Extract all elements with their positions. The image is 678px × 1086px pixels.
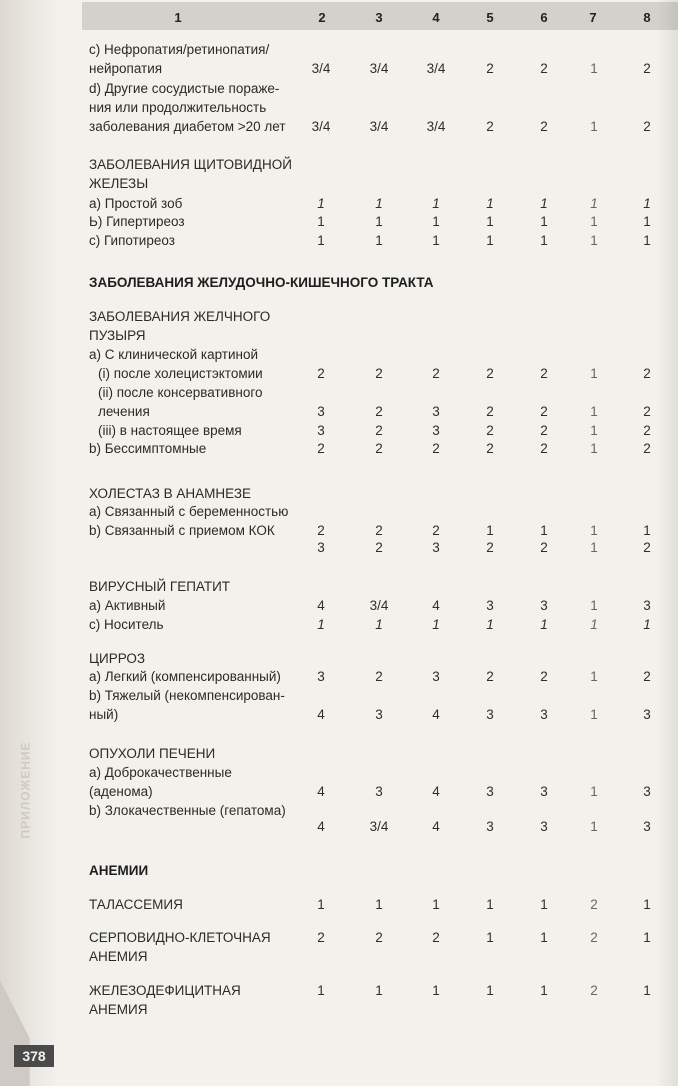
cell-col-4: 2 xyxy=(432,930,440,945)
row-label: c) Носитель xyxy=(89,617,164,632)
row-label: a) Доброкачественные xyxy=(89,765,232,780)
row-label: ОПУХОЛИ ПЕЧЕНИ xyxy=(89,746,216,761)
row-label: ЖЕЛЕЗЫ xyxy=(89,176,149,191)
row-label: СЕРПОВИДНО-КЛЕТОЧНАЯ xyxy=(89,930,271,945)
header-col-6: 6 xyxy=(540,10,548,25)
cell-col-2: 4 xyxy=(317,598,325,613)
cell-col-4: 3 xyxy=(432,423,440,438)
row-label: b) Тяжелый (некомпенсирован- xyxy=(89,688,285,703)
row-label: a) Связанный с беременностью xyxy=(89,504,289,519)
header-col-1: 1 xyxy=(174,10,182,25)
cell-col-3: 2 xyxy=(375,669,383,684)
cell-col-5: 1 xyxy=(486,983,494,998)
row-label: ЗАБОЛЕВАНИЯ ЩИТОВИДНОЙ xyxy=(89,157,292,172)
cell-col-6: 2 xyxy=(540,404,548,419)
cell-col-5: 1 xyxy=(486,617,494,632)
cell-col-2: 1 xyxy=(317,617,325,632)
cell-col-2: 4 xyxy=(317,819,325,834)
cell-col-8: 2 xyxy=(643,119,651,134)
row-label: ния или продолжительность xyxy=(89,100,267,115)
cell-col-3: 2 xyxy=(375,523,383,538)
row-label: ЖЕЛЕЗОДЕФИЦИТНАЯ xyxy=(89,983,241,998)
cell-col-5: 2 xyxy=(486,669,494,684)
cell-col-7: 1 xyxy=(590,366,598,381)
cell-col-8: 1 xyxy=(643,983,651,998)
row-label: c) Нефропатия/ретинопатия/ xyxy=(89,42,270,57)
cell-col-5: 1 xyxy=(486,897,494,912)
cell-col-8: 3 xyxy=(643,819,651,834)
cell-col-2: 1 xyxy=(317,897,325,912)
cell-col-7: 1 xyxy=(590,598,598,613)
cell-col-6: 2 xyxy=(540,119,548,134)
row-label: (i) после холецистэктомии xyxy=(98,366,263,381)
margin-section-label xyxy=(10,720,40,860)
row-label: a) Легкий (компенсированный) xyxy=(89,669,281,684)
cell-col-8: 1 xyxy=(643,233,651,248)
row-label: ТАЛАССЕМИЯ xyxy=(89,897,183,912)
cell-col-3: 3/4 xyxy=(369,819,389,834)
cell-col-7: 2 xyxy=(590,983,598,998)
cell-col-3: 3/4 xyxy=(369,61,389,76)
cell-col-2: 3 xyxy=(317,669,325,684)
margin-label-text: ПРИЛОЖЕНИЕ xyxy=(18,741,32,839)
cell-col-5: 1 xyxy=(486,214,494,229)
cell-col-4: 1 xyxy=(432,617,440,632)
cell-col-4: 1 xyxy=(432,233,440,248)
cell-col-3: 1 xyxy=(375,897,383,912)
row-label: нейропатия xyxy=(89,61,163,76)
cell-col-2: 3/4 xyxy=(311,61,331,76)
cell-col-7: 1 xyxy=(590,61,598,76)
row-label: c) Гипотиреоз xyxy=(89,233,175,248)
cell-col-3: 1 xyxy=(375,617,383,632)
row-label: d) Другие сосудистые пораже- xyxy=(89,81,280,96)
cell-col-5: 2 xyxy=(486,540,494,555)
cell-col-5: 1 xyxy=(486,233,494,248)
cell-col-8: 1 xyxy=(643,930,651,945)
cell-col-2: 1 xyxy=(317,196,325,211)
cell-col-2: 2 xyxy=(317,930,325,945)
cell-col-6: 2 xyxy=(540,423,548,438)
cell-col-7: 1 xyxy=(590,214,598,229)
cell-col-4: 3/4 xyxy=(426,61,446,76)
row-label: ный) xyxy=(89,707,119,722)
cell-col-4: 1 xyxy=(432,983,440,998)
cell-col-7: 1 xyxy=(590,233,598,248)
cell-col-3: 1 xyxy=(375,214,383,229)
cell-col-7: 1 xyxy=(590,784,598,799)
cell-col-3: 1 xyxy=(375,983,383,998)
row-label: Ь) Гипертиреоз xyxy=(89,214,185,229)
cell-col-8: 2 xyxy=(643,366,651,381)
cell-col-7: 1 xyxy=(590,404,598,419)
cell-col-7: 1 xyxy=(590,423,598,438)
header-col-3: 3 xyxy=(375,10,383,25)
cell-col-5: 2 xyxy=(486,404,494,419)
section-heading: АНЕМИИ xyxy=(89,863,149,878)
cell-col-5: 2 xyxy=(486,441,494,456)
cell-col-8: 1 xyxy=(643,523,651,538)
cell-col-3: 2 xyxy=(375,930,383,945)
cell-col-5: 2 xyxy=(486,423,494,438)
cell-col-3: 3/4 xyxy=(369,598,389,613)
row-label: b) Связанный с приемом КОК xyxy=(89,523,275,538)
cell-col-7: 2 xyxy=(590,897,598,912)
cell-col-5: 3 xyxy=(486,819,494,834)
cell-col-2: 2 xyxy=(317,523,325,538)
cell-col-6: 1 xyxy=(540,930,548,945)
row-label: (аденома) xyxy=(89,784,153,799)
cell-col-8: 1 xyxy=(643,214,651,229)
cell-col-6: 3 xyxy=(540,598,548,613)
cell-col-3: 1 xyxy=(375,233,383,248)
row-label: a) Простой зоб xyxy=(89,196,183,211)
cell-col-8: 2 xyxy=(643,540,651,555)
cell-col-5: 2 xyxy=(486,119,494,134)
cell-col-6: 2 xyxy=(540,366,548,381)
row-label: b) Бессимптомные xyxy=(89,441,207,456)
cell-col-7: 1 xyxy=(590,707,598,722)
cell-col-5: 1 xyxy=(486,930,494,945)
cell-col-5: 1 xyxy=(486,196,494,211)
header-col-7: 7 xyxy=(589,10,597,25)
page-left-margin xyxy=(0,0,54,1086)
row-label: АНЕМИЯ xyxy=(89,949,148,964)
cell-col-6: 1 xyxy=(540,214,548,229)
row-label: ЗАБОЛЕВАНИЯ ЖЕЛЧНОГО xyxy=(89,309,271,324)
cell-col-2: 3 xyxy=(317,540,325,555)
cell-col-7: 1 xyxy=(590,617,598,632)
cell-col-5: 3 xyxy=(486,598,494,613)
cell-col-7: 1 xyxy=(590,669,598,684)
cell-col-2: 1 xyxy=(317,233,325,248)
cell-col-3: 1 xyxy=(375,196,383,211)
row-label: ПУЗЫРЯ xyxy=(89,328,146,343)
cell-col-5: 3 xyxy=(486,707,494,722)
cell-col-8: 2 xyxy=(643,669,651,684)
cell-col-4: 4 xyxy=(432,598,440,613)
header-col-5: 5 xyxy=(486,10,494,25)
row-label: лечения xyxy=(98,404,150,419)
cell-col-6: 1 xyxy=(540,523,548,538)
cell-col-7: 1 xyxy=(590,119,598,134)
row-label: a) С клинической картиной xyxy=(89,347,259,362)
cell-col-2: 4 xyxy=(317,707,325,722)
cell-col-8: 1 xyxy=(643,617,651,632)
cell-col-2: 1 xyxy=(317,983,325,998)
cell-col-3: 2 xyxy=(375,404,383,419)
table-header xyxy=(82,2,678,30)
row-label: b) Злокачественные (гепатома) xyxy=(89,803,286,818)
cell-col-4: 4 xyxy=(432,784,440,799)
cell-col-7: 2 xyxy=(590,930,598,945)
cell-col-6: 1 xyxy=(540,196,548,211)
cell-col-4: 3 xyxy=(432,404,440,419)
cell-col-4: 2 xyxy=(432,366,440,381)
cell-col-3: 3/4 xyxy=(369,119,389,134)
cell-col-2: 3 xyxy=(317,423,325,438)
cell-col-5: 2 xyxy=(486,366,494,381)
cell-col-8: 2 xyxy=(643,423,651,438)
cell-col-6: 1 xyxy=(540,617,548,632)
cell-col-4: 4 xyxy=(432,707,440,722)
cell-col-2: 1 xyxy=(317,214,325,229)
header-col-4: 4 xyxy=(432,10,440,25)
cell-col-8: 2 xyxy=(643,404,651,419)
cell-col-8: 1 xyxy=(643,897,651,912)
cell-col-6: 3 xyxy=(540,784,548,799)
cell-col-2: 3/4 xyxy=(311,119,331,134)
cell-col-6: 2 xyxy=(540,441,548,456)
cell-col-6: 2 xyxy=(540,669,548,684)
cell-col-6: 2 xyxy=(540,61,548,76)
cell-col-7: 1 xyxy=(590,540,598,555)
cell-col-4: 3/4 xyxy=(426,119,446,134)
cell-col-7: 1 xyxy=(590,819,598,834)
row-label: a) Активный xyxy=(89,598,166,613)
row-label: ХОЛЕСТАЗ В АНАМНЕЗЕ xyxy=(89,486,251,501)
cell-col-2: 2 xyxy=(317,441,325,456)
row-label: ЦИРРОЗ xyxy=(89,651,146,666)
cell-col-4: 1 xyxy=(432,196,440,211)
cell-col-3: 2 xyxy=(375,366,383,381)
cell-col-3: 2 xyxy=(375,441,383,456)
page-number: 378 xyxy=(14,1045,54,1067)
cell-col-8: 3 xyxy=(643,707,651,722)
cell-col-6: 1 xyxy=(540,897,548,912)
cell-col-4: 2 xyxy=(432,523,440,538)
cell-col-8: 3 xyxy=(643,598,651,613)
cell-col-4: 4 xyxy=(432,819,440,834)
cell-col-3: 3 xyxy=(375,784,383,799)
cell-col-4: 1 xyxy=(432,897,440,912)
header-col-2: 2 xyxy=(318,10,326,25)
cell-col-6: 3 xyxy=(540,819,548,834)
cell-col-3: 2 xyxy=(375,423,383,438)
cell-col-4: 3 xyxy=(432,669,440,684)
cell-col-5: 3 xyxy=(486,784,494,799)
row-label: заболевания диабетом >20 лет xyxy=(89,119,286,134)
section-heading: ЗАБОЛЕВАНИЯ ЖЕЛУДОЧНО-КИШЕЧНОГО ТРАКТА xyxy=(89,275,434,290)
cell-col-2: 2 xyxy=(317,366,325,381)
cell-col-4: 3 xyxy=(432,540,440,555)
cell-col-8: 2 xyxy=(643,441,651,456)
cell-col-6: 1 xyxy=(540,983,548,998)
cell-col-5: 2 xyxy=(486,61,494,76)
cell-col-6: 3 xyxy=(540,707,548,722)
cell-col-2: 3 xyxy=(317,404,325,419)
row-label: (ii) после консервативного xyxy=(98,385,263,400)
header-col-8: 8 xyxy=(643,10,651,25)
row-label: (iii) в настоящее время xyxy=(98,423,242,438)
cell-col-4: 2 xyxy=(432,441,440,456)
cell-col-2: 4 xyxy=(317,784,325,799)
cell-col-6: 1 xyxy=(540,233,548,248)
page-gutter-shadow xyxy=(656,0,678,1086)
cell-col-8: 1 xyxy=(643,196,651,211)
cell-col-7: 1 xyxy=(590,196,598,211)
cell-col-6: 2 xyxy=(540,540,548,555)
cell-col-7: 1 xyxy=(590,441,598,456)
cell-col-3: 2 xyxy=(375,540,383,555)
cell-col-5: 1 xyxy=(486,523,494,538)
row-label: ВИРУСНЫЙ ГЕПАТИТ xyxy=(89,579,231,594)
cell-col-8: 3 xyxy=(643,784,651,799)
cell-col-7: 1 xyxy=(590,523,598,538)
row-label: АНЕМИЯ xyxy=(89,1002,148,1017)
cell-col-4: 1 xyxy=(432,214,440,229)
cell-col-3: 3 xyxy=(375,707,383,722)
cell-col-8: 2 xyxy=(643,61,651,76)
